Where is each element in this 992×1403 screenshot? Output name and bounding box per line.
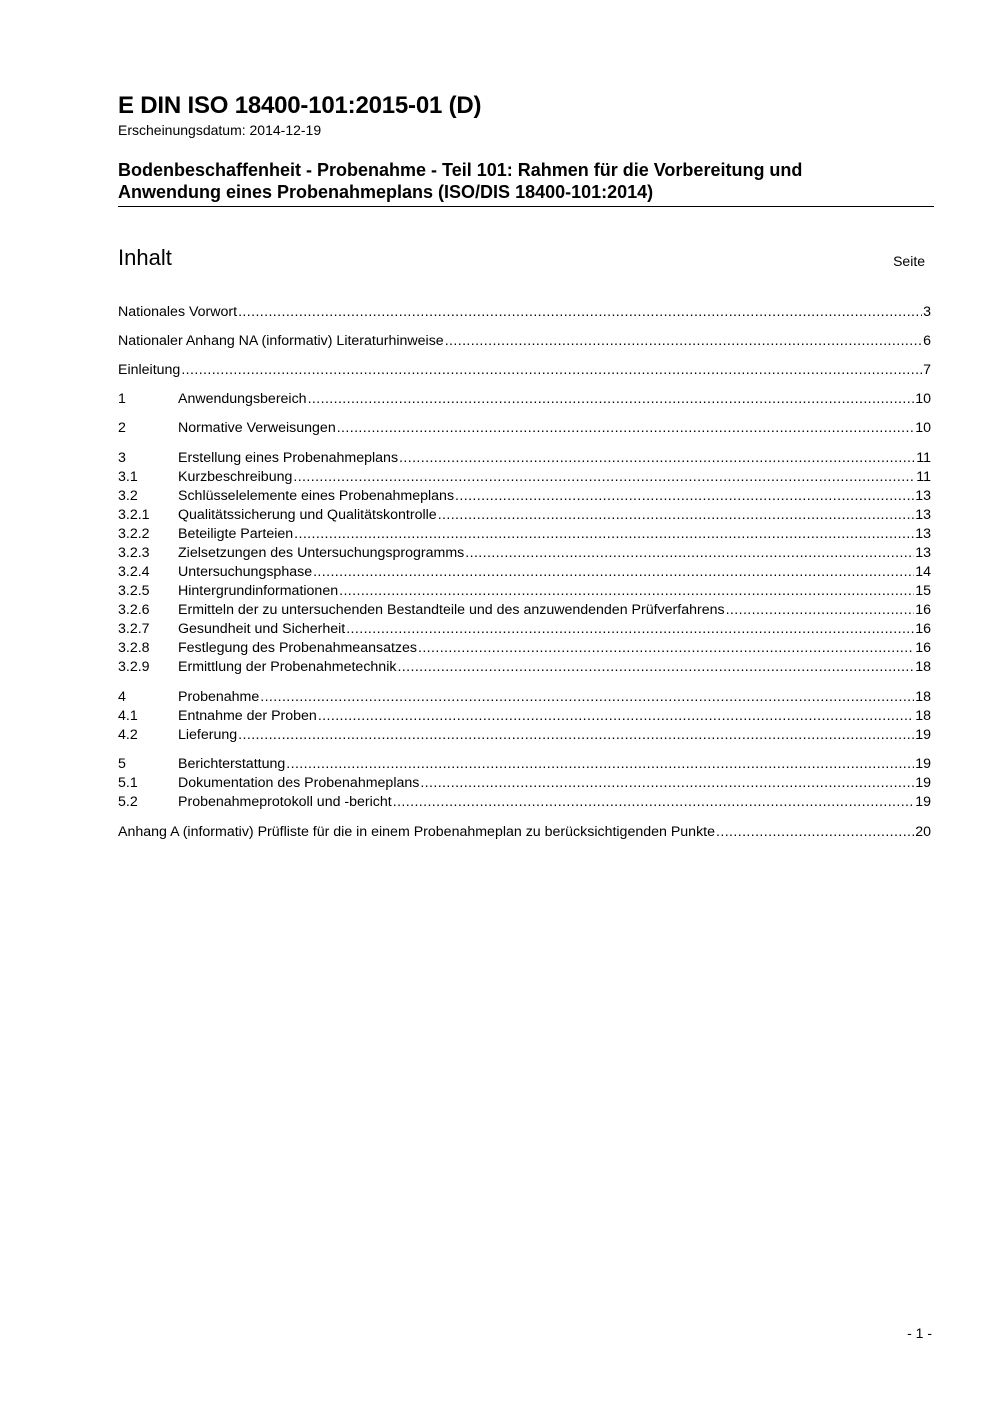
toc-entry [118,468,931,487]
toc-entry-number: 3 [118,450,126,466]
toc-dot-leader [181,361,922,380]
toc-entry [118,303,931,322]
toc-entry-number: 3.1 [118,469,138,485]
toc-entry [118,639,931,658]
toc-entry [118,726,931,745]
toc-entry-title: Entnahme der Proben [178,708,317,724]
toc-entry [118,487,931,506]
toc-entry [118,707,931,726]
toc-entry [118,506,931,525]
toc-entry-number: 1 [118,391,126,407]
toc-heading: Inhalt [118,245,172,270]
toc-entry-page: 16 [915,621,931,637]
toc-dot-leader [238,303,922,322]
toc-entry-title: Kurzbeschreibung [178,469,293,485]
document-title [118,159,908,203]
toc-entry-number: 3.2.2 [118,526,150,542]
toc-entry-number: 3.2.4 [118,564,150,580]
toc-dot-leader [397,658,914,677]
toc-entry-page: 10 [915,391,931,407]
toc-entry-page: 19 [915,794,931,810]
toc-dot-leader [418,639,914,658]
toc-dot-leader [393,793,914,812]
toc-entry-title: Anhang A (informativ) Prüfliste für die in einem Probenahmeplan zu berücksichtigenden Punkte [118,824,716,840]
toc-entry-page: 10 [915,420,931,436]
toc-entry-title: Beteiligte Parteien [178,526,294,542]
toc-entry [118,620,931,639]
toc-entry [118,582,931,601]
toc-entry-page: 3 [923,304,931,320]
toc-entry [118,525,931,544]
toc-entry-page: 11 [916,450,931,466]
toc-entry-number: 3.2.3 [118,545,150,561]
document-title-line-1: Bodenbeschaffenheit - Probenahme - Teil 101: Rahmen für die Vorbereitung und [118,160,803,180]
toc-entry [118,755,931,774]
toc-entry-page: 18 [915,708,931,724]
toc-entry [118,361,931,380]
toc-entry [118,658,931,677]
toc-entry-page: 7 [923,362,931,378]
toc-entry-number: 3.2.1 [118,507,150,523]
toc-entry [118,601,931,620]
toc-page-column-label: Seite [893,253,925,269]
toc-entry-title: Zielsetzungen des Untersuchungsprogramms [178,545,465,561]
document-title-line-2: Anwendung eines Probenahmeplans (ISO/DIS 18400-101:2014) [118,182,654,202]
toc-dot-leader [339,582,914,601]
toc-entry-page: 13 [915,545,931,561]
toc-entry-number: 3.2.8 [118,640,150,656]
toc-entry-number: 2 [118,420,126,436]
toc-entry-title: Ermitteln der zu untersuchenden Bestandteile und des anzuwendenden Prüfverfahrens [178,602,725,618]
toc-entry-title: Untersuchungsphase [178,564,313,580]
toc-entry-title: Dokumentation des Probenahmeplans [178,775,420,791]
toc-dot-leader [337,419,915,438]
toc-entry-title: Anwendungsbereich [178,391,307,407]
page-number: - 1 - [907,1325,932,1341]
toc-dot-leader [438,506,915,525]
toc-entry-title: Gesundheit und Sicherheit [178,621,346,637]
toc-entry-page: 16 [915,640,931,656]
toc-entry-page: 14 [915,564,931,580]
toc-dot-leader [294,525,914,544]
toc-entry-page: 19 [915,727,931,743]
toc-entry-page: 20 [915,824,931,840]
toc-entry-number: 3.2.5 [118,583,150,599]
toc-entry-title: Schlüsselelemente eines Probenahmeplans [178,488,455,504]
toc-entry-number: 3.2.7 [118,621,150,637]
toc-entry-number: 4.2 [118,727,138,743]
toc-entry-page: 13 [915,507,931,523]
document-code: E DIN ISO 18400-101:2015-01 (D) [118,92,482,119]
toc-dot-leader [318,707,914,726]
toc-entry [118,793,931,812]
toc-entry-title: Qualitätssicherung und Qualitätskontrolle [178,507,437,523]
toc-entry-page: 18 [915,689,931,705]
toc-dot-leader [445,332,922,351]
toc-entry-page: 19 [915,775,931,791]
toc-entry-title: Nationaler Anhang NA (informativ) Literaturhinweise [118,333,444,349]
toc-entry-page: 18 [915,659,931,675]
toc-entry-page: 13 [915,526,931,542]
toc-entry [118,563,931,582]
toc-entry [118,688,931,707]
toc-entry-number: 3.2 [118,488,138,504]
toc-dot-leader [346,620,914,639]
toc-entry-page: 6 [923,333,931,349]
toc-entry-page: 16 [915,602,931,618]
title-divider [118,206,934,207]
toc-entry [118,823,931,842]
toc-dot-leader [308,390,915,409]
toc-entry-title: Probenahme [178,689,260,705]
toc-entry [118,419,931,438]
toc-dot-leader [716,823,914,842]
toc-entry-page: 13 [915,488,931,504]
toc-entry-number: 5.1 [118,775,138,791]
toc-entry-number: 5 [118,756,126,772]
toc-entry-title: Hintergrundinformationen [178,583,339,599]
publication-date: Erscheinungsdatum: 2014-12-19 [118,122,322,138]
toc-entry-number: 4 [118,689,126,705]
toc-entry-title: Normative Verweisungen [178,420,336,436]
toc-entry-number: 5.2 [118,794,138,810]
toc-entry-title: Erstellung eines Probenahmeplans [178,450,399,466]
toc-entry [118,332,931,351]
toc-entry-title: Nationales Vorwort [118,304,238,320]
toc-entry [118,449,931,468]
toc-entry-title: Probenahmeprotokoll und -bericht [178,794,392,810]
toc-dot-leader [286,755,914,774]
toc-entry-page: 11 [916,469,931,485]
toc-dot-leader [313,563,914,582]
toc-dot-leader [399,449,915,468]
toc-entry-title: Einleitung [118,362,181,378]
toc-entry-number: 4.1 [118,708,138,724]
toc-entry-title: Ermittlung der Probenahmetechnik [178,659,397,675]
toc-dot-leader [465,544,914,563]
toc-dot-leader [726,601,915,620]
toc-entry-page: 19 [915,756,931,772]
toc-entry-title: Festlegung des Probenahmeansatzes [178,640,417,656]
toc-dot-leader [293,468,915,487]
toc-entry [118,544,931,563]
toc-entry-number: 3.2.9 [118,659,150,675]
toc-dot-leader [420,774,914,793]
toc-entry-title: Lieferung [178,727,238,743]
toc-entry-number: 3.2.6 [118,602,150,618]
toc-entry [118,390,931,409]
toc-entry-title: Berichterstattung [178,756,286,772]
toc-entry-page: 15 [915,583,931,599]
toc-dot-leader [455,487,914,506]
toc-entry [118,774,931,793]
toc-dot-leader [238,726,914,745]
toc-dot-leader [260,688,914,707]
